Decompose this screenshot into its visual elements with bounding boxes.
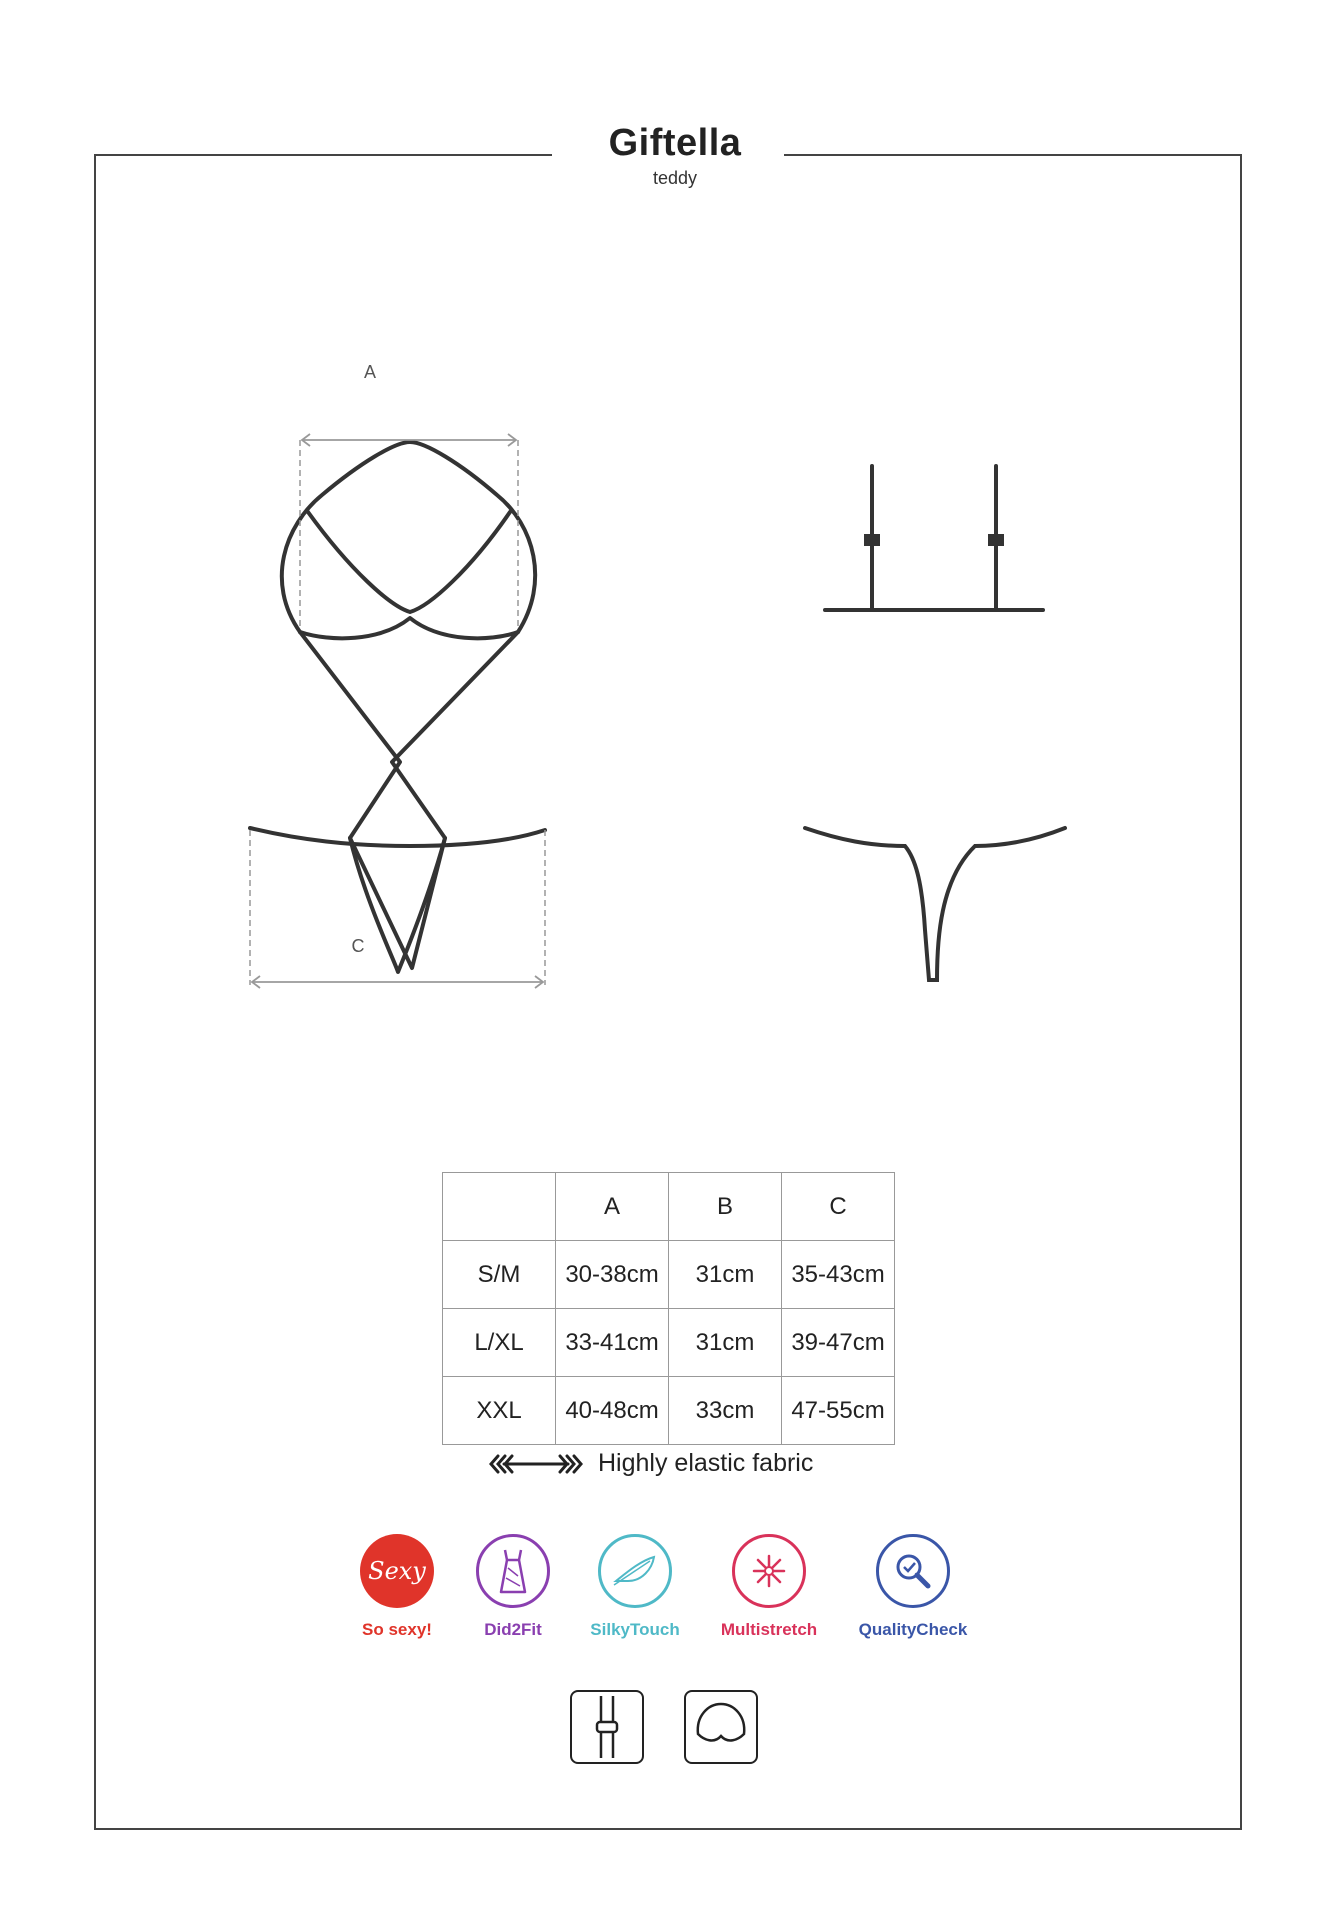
table-cell: 35-43cm <box>782 1241 895 1309</box>
table-cell: S/M <box>443 1241 556 1309</box>
product-subtitle: teddy <box>652 168 698 188</box>
table-row <box>443 1309 895 1377</box>
dimension-label-a: A <box>363 362 377 382</box>
table-header-row <box>443 1173 895 1241</box>
table-header-cell: A <box>556 1173 669 1241</box>
badge-label: QualityCheck <box>858 1620 968 1639</box>
badge-label: Multistretch <box>720 1620 818 1639</box>
dress-icon <box>476 1534 550 1608</box>
table-header-cell: C <box>782 1173 895 1241</box>
adjustable-strap-icon <box>570 1690 644 1764</box>
table-cell: XXL <box>443 1377 556 1445</box>
table-header-cell: B <box>669 1173 782 1241</box>
badge-qualitycheck <box>838 1534 988 1640</box>
table-cell: 31cm <box>669 1309 782 1377</box>
table-cell: 33-41cm <box>556 1309 669 1377</box>
badge-silkytouch <box>560 1534 710 1640</box>
double-arrow-icon <box>488 1453 584 1475</box>
badge-label: So sexy! <box>362 1620 432 1639</box>
size-table <box>442 1172 895 1445</box>
magnifier-check-icon <box>876 1534 950 1608</box>
elastic-text: Highly elastic fabric <box>598 1449 814 1477</box>
elastic-note <box>488 1449 813 1478</box>
table-row <box>443 1241 895 1309</box>
table-cell: 47-55cm <box>782 1377 895 1445</box>
table-cell: 30-38cm <box>556 1241 669 1309</box>
table-row <box>443 1377 895 1445</box>
dimension-label-c: C <box>351 936 365 956</box>
table-cell: 31cm <box>669 1241 782 1309</box>
stretch-arrows-icon <box>732 1534 806 1608</box>
badge-multistretch <box>694 1534 844 1640</box>
feather-icon <box>598 1534 672 1608</box>
table-cell: 33cm <box>669 1377 782 1445</box>
table-cell: 39-47cm <box>782 1309 895 1377</box>
product-title: Giftella <box>608 122 742 164</box>
teddy-back-drawing <box>805 466 1065 980</box>
teddy-front-drawing <box>250 442 545 972</box>
cup-shape-icon <box>684 1690 758 1764</box>
table-cell: 40-48cm <box>556 1377 669 1445</box>
badge-label: SilkyTouch <box>590 1620 680 1639</box>
sexy-icon-text: Sexy <box>368 1557 426 1585</box>
table-header-cell <box>443 1173 556 1241</box>
badge-label: Did2Fit <box>484 1620 542 1639</box>
dimension-arrows <box>252 434 543 988</box>
table-cell: L/XL <box>443 1309 556 1377</box>
sexy-icon <box>360 1534 434 1608</box>
